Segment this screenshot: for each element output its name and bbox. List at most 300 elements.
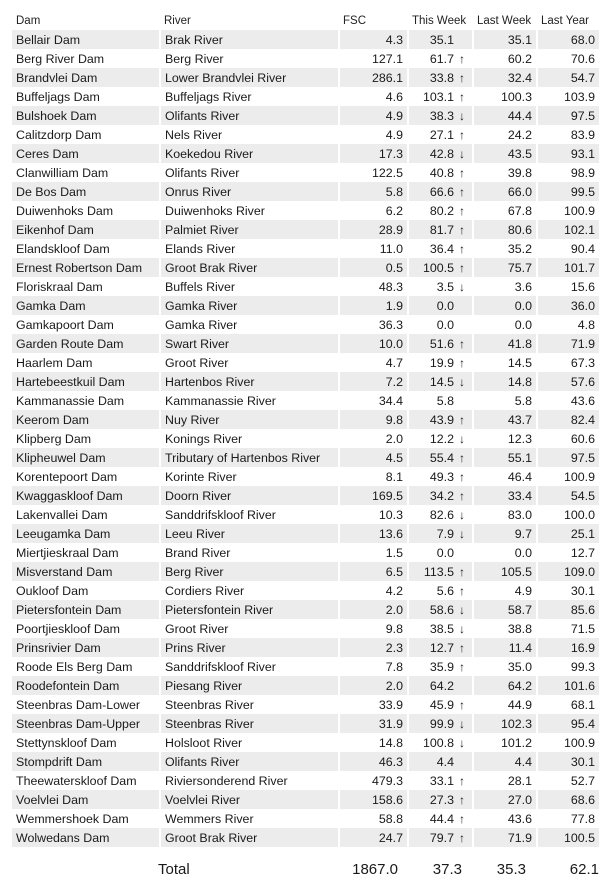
this-week-value-group [430, 641, 468, 655]
dam-name-cell: Hartebeestkuil Dam [12, 372, 160, 391]
this-week-cell [408, 486, 473, 505]
last-year-cell: 109.0 [537, 562, 600, 581]
fsc-cell: 36.3 [339, 315, 408, 334]
last-week-cell: 9.7 [473, 524, 537, 543]
total-fsc: 1867.0 [352, 861, 398, 878]
last-year-cell: 82.4 [537, 410, 600, 429]
this-week-value: 38.5 [429, 621, 454, 636]
column-header-last-year[interactable]: Last Year [541, 14, 589, 27]
last-year-cell: 71.9 [537, 334, 600, 353]
river-name-cell: Swart River [160, 334, 339, 353]
table-row [12, 277, 600, 296]
dam-name-cell: Buffeljags Dam [12, 87, 160, 106]
this-week-cell [408, 334, 473, 353]
last-year-cell: 100.5 [537, 828, 600, 847]
last-week-cell: 44.9 [473, 695, 537, 714]
dam-name-cell: Bulshoek Dam [12, 106, 160, 125]
this-week-cell [408, 695, 473, 714]
this-week-value-group [430, 109, 468, 123]
arrow-down-icon: ↓ [459, 526, 465, 541]
table-row [12, 315, 600, 334]
river-name-cell: Groot Brak River [160, 258, 339, 277]
table-row [12, 448, 600, 467]
dam-name-cell: Kammanassie Dam [12, 391, 160, 410]
this-week-value: 27.1 [429, 127, 454, 142]
dam-name-cell: Clanwilliam Dam [12, 163, 160, 182]
this-week-value: 27.3 [429, 792, 454, 807]
this-week-value-group [437, 584, 468, 598]
table-row [12, 87, 600, 106]
dam-name-cell: Stompdrift Dam [12, 752, 160, 771]
this-week-value: 35.1 [429, 32, 454, 47]
dam-name-cell: Miertjieskraal Dam [12, 543, 160, 562]
last-week-cell: 12.3 [473, 429, 537, 448]
this-week-cell [408, 258, 473, 277]
fsc-cell: 4.3 [339, 30, 408, 49]
last-week-cell: 105.5 [473, 562, 537, 581]
fsc-cell: 286.1 [339, 68, 408, 87]
this-week-cell [408, 752, 473, 771]
this-week-value-group [430, 717, 468, 731]
fsc-cell: 14.8 [339, 733, 408, 752]
river-name-cell: Groot River [160, 353, 339, 372]
table-row [12, 714, 600, 733]
last-year-cell: 67.3 [537, 353, 600, 372]
table-row [12, 828, 600, 847]
river-name-cell: Sanddrifskloof River [160, 657, 339, 676]
arrow-up-icon: ↑ [459, 697, 465, 712]
table-row [12, 657, 600, 676]
river-name-cell: Elands River [160, 239, 339, 258]
arrow-down-icon: ↓ [459, 716, 465, 731]
table-row [12, 49, 600, 68]
fsc-cell: 2.3 [339, 638, 408, 657]
last-week-cell: 44.4 [473, 106, 537, 125]
this-week-cell [408, 771, 473, 790]
last-week-cell: 67.8 [473, 201, 537, 220]
table-row [12, 543, 600, 562]
this-week-cell [408, 429, 473, 448]
this-week-cell [408, 581, 473, 600]
dam-name-cell: Haarlem Dam [12, 353, 160, 372]
this-week-value-group [437, 755, 468, 769]
arrow-down-icon: ↓ [459, 374, 465, 389]
last-week-cell: 0.0 [473, 296, 537, 315]
last-week-cell: 43.7 [473, 410, 537, 429]
arrow-down-icon: ↓ [459, 279, 465, 294]
fsc-cell: 33.9 [339, 695, 408, 714]
fsc-cell: 6.5 [339, 562, 408, 581]
last-year-cell: 85.6 [537, 600, 600, 619]
arrow-up-icon: ↑ [459, 165, 465, 180]
river-name-cell: Brak River [160, 30, 339, 49]
fsc-cell: 4.9 [339, 106, 408, 125]
river-name-cell: Steenbras River [160, 695, 339, 714]
table-row [12, 486, 600, 505]
this-week-value-group [424, 565, 468, 579]
river-name-cell: Brand River [160, 543, 339, 562]
this-week-value: 0.0 [436, 317, 454, 332]
this-week-value-group [430, 470, 468, 484]
this-week-value-group [430, 185, 468, 199]
column-header-this-week[interactable]: This Week [412, 14, 467, 27]
last-week-cell: 33.4 [473, 486, 537, 505]
fsc-cell: 9.8 [339, 619, 408, 638]
table-row [12, 163, 600, 182]
dam-name-cell: Steenbras Dam-Lower [12, 695, 160, 714]
river-name-cell: Palmiet River [160, 220, 339, 239]
table-row [12, 182, 600, 201]
fsc-cell: 158.6 [339, 790, 408, 809]
last-year-cell: 100.9 [537, 201, 600, 220]
this-week-cell [408, 30, 473, 49]
dam-name-cell: Ernest Robertson Dam [12, 258, 160, 277]
dam-name-cell: Brandvlei Dam [12, 68, 160, 87]
this-week-cell [408, 296, 473, 315]
last-year-cell: 99.3 [537, 657, 600, 676]
last-year-cell: 77.8 [537, 809, 600, 828]
table-row [12, 505, 600, 524]
last-year-cell: 12.7 [537, 543, 600, 562]
this-week-value: 12.2 [429, 431, 454, 446]
this-week-cell [408, 49, 473, 68]
table-row [12, 524, 600, 543]
last-year-cell: 90.4 [537, 239, 600, 258]
this-week-cell [408, 505, 473, 524]
fsc-cell: 28.9 [339, 220, 408, 239]
this-week-value-group [430, 508, 468, 522]
last-week-cell: 43.5 [473, 144, 537, 163]
dam-name-cell: Korentepoort Dam [12, 467, 160, 486]
last-year-cell: 25.1 [537, 524, 600, 543]
arrow-up-icon: ↑ [459, 89, 465, 104]
this-week-value: 82.6 [429, 507, 454, 522]
this-week-value: 36.4 [429, 241, 454, 256]
last-year-cell: 71.5 [537, 619, 600, 638]
fsc-cell: 6.2 [339, 201, 408, 220]
arrow-down-icon: ↓ [459, 507, 465, 522]
arrow-down-icon: ↓ [459, 735, 465, 750]
last-year-cell: 60.6 [537, 429, 600, 448]
dam-name-cell: Gamka Dam [12, 296, 160, 315]
dam-name-cell: Leeugamka Dam [12, 524, 160, 543]
table-row [12, 106, 600, 125]
arrow-up-icon: ↑ [459, 488, 465, 503]
last-year-cell: 101.6 [537, 676, 600, 695]
this-week-value: 44.4 [429, 811, 454, 826]
this-week-cell [408, 733, 473, 752]
table-row [12, 30, 600, 49]
this-week-value-group [437, 546, 468, 560]
table-row [12, 790, 600, 809]
table-row [12, 676, 600, 695]
this-week-cell [408, 657, 473, 676]
last-week-cell: 4.9 [473, 581, 537, 600]
river-name-cell: Nels River [160, 125, 339, 144]
arrow-up-icon: ↑ [459, 260, 465, 275]
this-week-value-group [430, 375, 468, 389]
this-week-value: 99.9 [429, 716, 454, 731]
fsc-cell: 4.2 [339, 581, 408, 600]
river-name-cell: Konings River [160, 429, 339, 448]
river-name-cell: Prins River [160, 638, 339, 657]
this-week-cell [408, 353, 473, 372]
this-week-value-group [430, 432, 468, 446]
this-week-value: 3.5 [436, 279, 454, 294]
last-year-cell: 100.9 [537, 733, 600, 752]
table-row [12, 562, 600, 581]
this-week-value: 0.0 [436, 545, 454, 560]
this-week-value: 55.4 [429, 450, 454, 465]
dam-name-cell: Wolwedans Dam [12, 828, 160, 847]
this-week-cell [408, 714, 473, 733]
last-week-cell: 5.8 [473, 391, 537, 410]
table-row [12, 695, 600, 714]
table-row [12, 125, 600, 144]
fsc-cell: 122.5 [339, 163, 408, 182]
this-week-value-group [430, 451, 468, 465]
this-week-cell [408, 144, 473, 163]
this-week-value: 12.7 [429, 640, 454, 655]
this-week-value-group [430, 679, 468, 693]
this-week-value: 79.7 [429, 830, 454, 845]
this-week-cell [408, 68, 473, 87]
this-week-value: 103.1 [422, 89, 454, 104]
arrow-up-icon: ↑ [459, 811, 465, 826]
river-name-cell: Korinte River [160, 467, 339, 486]
fsc-cell: 13.6 [339, 524, 408, 543]
dam-levels-table [12, 11, 601, 847]
this-week-cell [408, 106, 473, 125]
river-name-cell: Kammanassie River [160, 391, 339, 410]
table-row [12, 353, 600, 372]
last-week-cell: 35.1 [473, 30, 537, 49]
fsc-cell: 2.0 [339, 429, 408, 448]
this-week-value: 64.2 [429, 678, 454, 693]
river-name-cell: Wemmers River [160, 809, 339, 828]
last-year-cell: 93.1 [537, 144, 600, 163]
this-week-value-group [430, 128, 468, 142]
last-year-cell: 30.1 [537, 581, 600, 600]
river-name-cell: Sanddrifskloof River [160, 505, 339, 524]
last-week-cell: 3.6 [473, 277, 537, 296]
arrow-up-icon: ↑ [459, 830, 465, 845]
river-name-cell: Lower Brandvlei River [160, 68, 339, 87]
last-year-cell: 4.8 [537, 315, 600, 334]
dam-name-cell: Prinsrivier Dam [12, 638, 160, 657]
this-week-value: 5.6 [436, 583, 454, 598]
last-week-cell: 4.4 [473, 752, 537, 771]
fsc-cell: 4.7 [339, 353, 408, 372]
last-year-cell: 15.6 [537, 277, 600, 296]
column-header-last-week[interactable]: Last Week [477, 14, 532, 27]
last-week-cell: 46.4 [473, 467, 537, 486]
table-row [12, 201, 600, 220]
this-week-cell [408, 676, 473, 695]
fsc-cell: 11.0 [339, 239, 408, 258]
header-row [12, 11, 600, 30]
table-row [12, 239, 600, 258]
table-row [12, 391, 600, 410]
table-row [12, 752, 600, 771]
dam-name-cell: Duiwenhoks Dam [12, 201, 160, 220]
last-week-cell: 14.8 [473, 372, 537, 391]
this-week-value-group [437, 299, 468, 313]
last-year-cell: 54.7 [537, 68, 600, 87]
table-row [12, 220, 600, 239]
this-week-value-group [430, 622, 468, 636]
this-week-value-group [430, 166, 468, 180]
arrow-down-icon: ↓ [459, 146, 465, 161]
arrow-up-icon: ↑ [459, 51, 465, 66]
last-week-cell: 102.3 [473, 714, 537, 733]
dam-name-cell: Stettynskloof Dam [12, 733, 160, 752]
river-name-cell: Groot Brak River [160, 828, 339, 847]
this-week-value: 113.5 [423, 564, 454, 579]
last-week-cell: 0.0 [473, 543, 537, 562]
dam-name-cell: Floriskraal Dam [12, 277, 160, 296]
this-week-cell [408, 372, 473, 391]
last-week-cell: 32.4 [473, 68, 537, 87]
arrow-up-icon: ↑ [459, 412, 465, 427]
arrow-down-icon: ↓ [459, 602, 465, 617]
last-year-cell: 16.9 [537, 638, 600, 657]
this-week-value-group [430, 660, 468, 674]
last-year-cell: 103.9 [537, 87, 600, 106]
river-name-cell: Voelvlei River [160, 790, 339, 809]
this-week-value: 49.3 [429, 469, 454, 484]
last-week-cell: 39.8 [473, 163, 537, 182]
fsc-cell: 31.9 [339, 714, 408, 733]
this-week-value-group [430, 793, 468, 807]
this-week-cell [408, 277, 473, 296]
arrow-up-icon: ↑ [459, 184, 465, 199]
last-week-cell: 55.1 [473, 448, 537, 467]
last-year-cell: 57.6 [537, 372, 600, 391]
river-name-cell: Pietersfontein River [160, 600, 339, 619]
fsc-cell: 0.5 [339, 258, 408, 277]
fsc-cell: 9.8 [339, 410, 408, 429]
last-year-cell: 54.5 [537, 486, 600, 505]
column-header-fsc[interactable]: FSC [343, 14, 366, 27]
dam-name-cell: De Bos Dam [12, 182, 160, 201]
fsc-cell: 5.8 [339, 182, 408, 201]
table-row [12, 144, 600, 163]
this-week-cell [408, 87, 473, 106]
dam-name-cell: Roodefontein Dam [12, 676, 160, 695]
last-week-cell: 35.2 [473, 239, 537, 258]
column-header-dam[interactable]: Dam [16, 14, 41, 27]
this-week-value: 81.7 [429, 222, 454, 237]
last-week-cell: 58.7 [473, 600, 537, 619]
this-week-value: 0.0 [436, 298, 454, 313]
river-name-cell: Gamka River [160, 315, 339, 334]
fsc-cell: 2.0 [339, 676, 408, 695]
table-row [12, 638, 600, 657]
last-week-cell: 101.2 [473, 733, 537, 752]
this-week-cell [408, 163, 473, 182]
last-year-cell: 101.7 [537, 258, 600, 277]
dam-name-cell: Lakenvallei Dam [12, 505, 160, 524]
this-week-value-group [430, 147, 468, 161]
river-name-cell: Duiwenhoks River [160, 201, 339, 220]
river-name-cell: Olifants River [160, 163, 339, 182]
table-row [12, 68, 600, 87]
last-week-cell: 38.8 [473, 619, 537, 638]
column-header-river[interactable]: River [164, 14, 191, 27]
last-week-cell: 64.2 [473, 676, 537, 695]
this-week-cell [408, 201, 473, 220]
dam-name-cell: Wemmershoek Dam [12, 809, 160, 828]
fsc-cell: 2.0 [339, 600, 408, 619]
this-week-value: 38.3 [429, 108, 454, 123]
arrow-up-icon: ↑ [459, 222, 465, 237]
this-week-value: 40.8 [429, 165, 454, 180]
dam-name-cell: Berg River Dam [12, 49, 160, 68]
arrow-up-icon: ↑ [459, 640, 465, 655]
this-week-value-group [430, 52, 468, 66]
this-week-value: 14.5 [429, 374, 454, 389]
dam-name-cell: Misverstand Dam [12, 562, 160, 581]
total-label: Total [158, 861, 190, 878]
dam-name-cell: Elandskloof Dam [12, 239, 160, 258]
arrow-down-icon: ↓ [459, 108, 465, 123]
dam-name-cell: Calitzdorp Dam [12, 125, 160, 144]
table-row [12, 600, 600, 619]
dam-name-cell: Steenbras Dam-Upper [12, 714, 160, 733]
totals-row [0, 859, 612, 885]
this-week-value-group [423, 261, 468, 275]
river-name-cell: Berg River [160, 562, 339, 581]
last-week-cell: 100.3 [473, 87, 537, 106]
last-week-cell: 28.1 [473, 771, 537, 790]
last-week-cell: 75.7 [473, 258, 537, 277]
arrow-up-icon: ↑ [459, 659, 465, 674]
dam-name-cell: Poortjieskloof Dam [12, 619, 160, 638]
this-week-value-group [430, 489, 468, 503]
fsc-cell: 479.3 [339, 771, 408, 790]
last-week-cell: 60.2 [473, 49, 537, 68]
this-week-value: 66.6 [429, 184, 454, 199]
river-name-cell: Buffeljags River [160, 87, 339, 106]
this-week-value-group [423, 736, 468, 750]
this-week-value: 43.9 [429, 412, 454, 427]
river-name-cell: Cordiers River [160, 581, 339, 600]
total-this-week: 37.3 [432, 861, 462, 878]
this-week-cell [408, 125, 473, 144]
arrow-up-icon: ↑ [459, 127, 465, 142]
this-week-cell [408, 448, 473, 467]
dam-name-cell: Oukloof Dam [12, 581, 160, 600]
this-week-value-group [437, 280, 468, 294]
this-week-value-group [437, 394, 468, 408]
last-week-cell: 11.4 [473, 638, 537, 657]
last-year-cell: 97.5 [537, 448, 600, 467]
arrow-up-icon: ↑ [459, 203, 465, 218]
this-week-cell [408, 467, 473, 486]
river-name-cell: Piesang River [160, 676, 339, 695]
last-week-cell: 43.6 [473, 809, 537, 828]
fsc-cell: 127.1 [339, 49, 408, 68]
this-week-value-group [437, 318, 468, 332]
last-week-cell: 27.0 [473, 790, 537, 809]
table-row [12, 581, 600, 600]
fsc-cell: 10.0 [339, 334, 408, 353]
this-week-cell [408, 410, 473, 429]
river-name-cell: Koekedou River [160, 144, 339, 163]
table-row [12, 258, 600, 277]
dam-name-cell: Eikenhof Dam [12, 220, 160, 239]
